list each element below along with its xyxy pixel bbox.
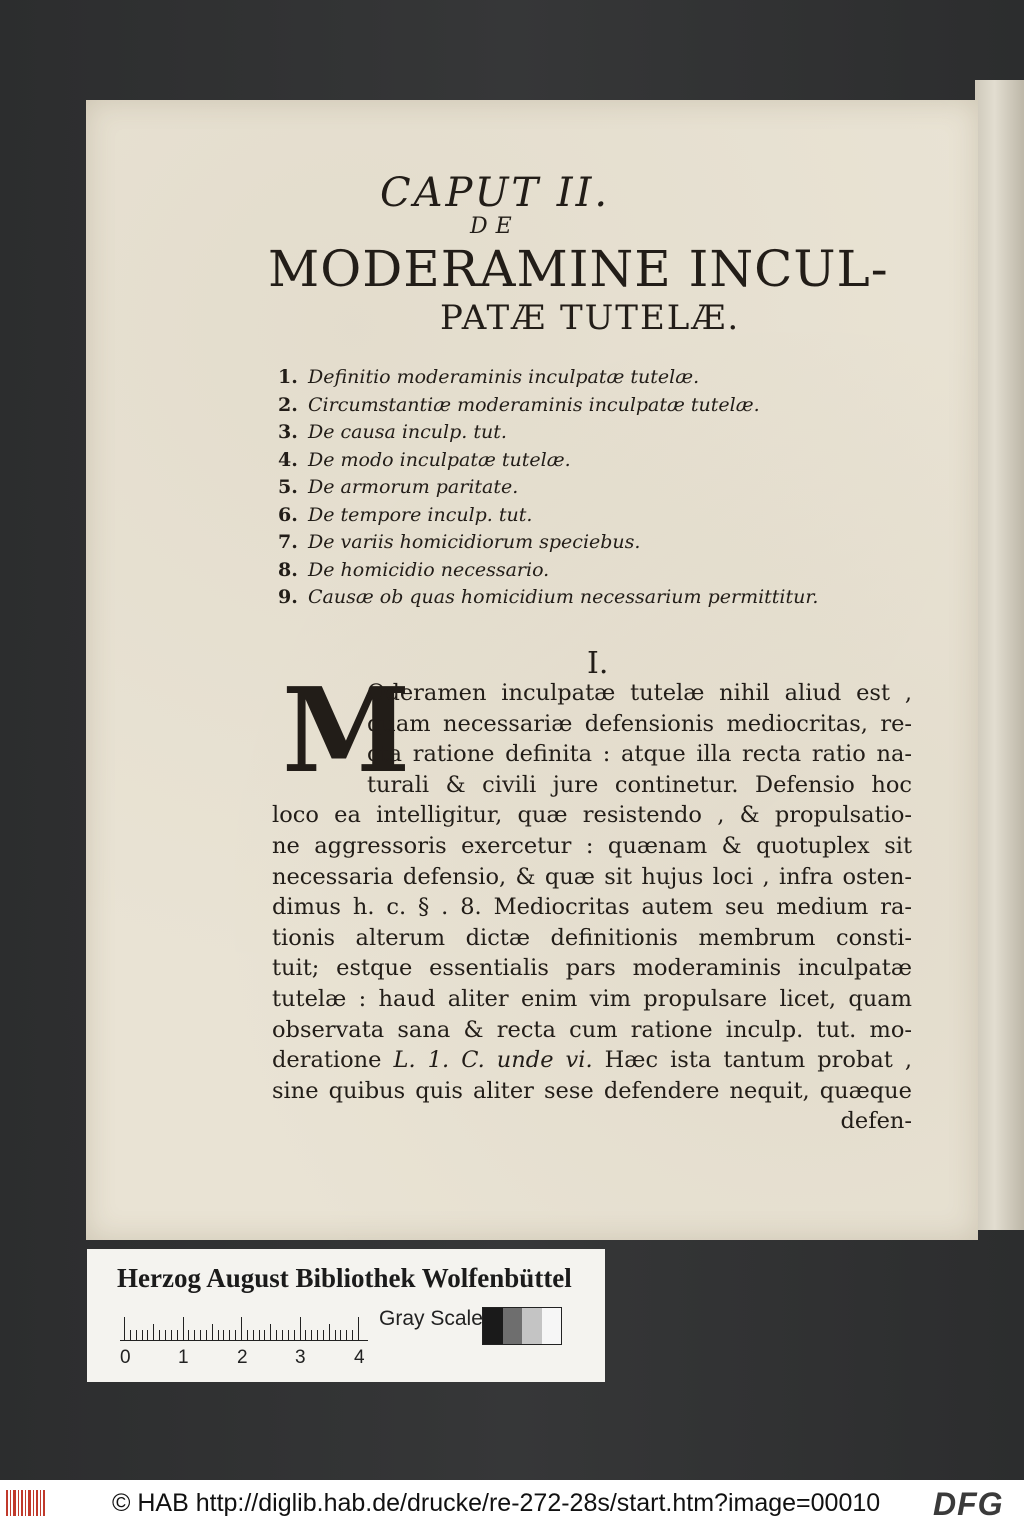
table-of-contents	[278, 364, 898, 612]
legal-citation: L. 1. C. unde vi.	[393, 1047, 593, 1074]
ruler-tick	[282, 1330, 283, 1341]
body-line: loco ea intelligitur, quæ resistendo , & propulsatio-	[272, 802, 912, 829]
toc-item-text: De armorum paritate.	[308, 476, 519, 498]
ruler-tick	[124, 1317, 125, 1341]
ruler-tick	[358, 1317, 359, 1341]
ruler-tick	[247, 1330, 248, 1341]
toc-item-text: De tempore inculp. tut.	[308, 503, 533, 526]
toc-item	[278, 392, 898, 420]
drop-cap: M	[282, 663, 411, 799]
ruler-tick	[153, 1324, 154, 1341]
ruler-tick	[177, 1330, 178, 1341]
ruler-tick	[188, 1330, 189, 1341]
ruler-tick	[352, 1330, 353, 1341]
ruler-tick	[130, 1330, 131, 1341]
toc-item	[278, 584, 898, 612]
barcode-icon	[6, 1490, 46, 1516]
toc-item	[278, 447, 898, 475]
toc-item-text: Definitio moderaminis inculpatæ tutelæ.	[308, 366, 700, 388]
body-line: turali & civili jure continetur. Defensio hoc	[367, 771, 912, 798]
chapter-caput: CAPUT II.	[380, 170, 611, 216]
copyright-link[interactable]: © HAB http://diglib.hab.de/drucke/re-272-28s/start.htm?image=00010	[112, 1489, 881, 1517]
ruler-tick	[235, 1330, 236, 1341]
ruler-label: 4	[354, 1347, 365, 1368]
gray-scale-swatches	[482, 1307, 562, 1345]
ruler-tick	[223, 1330, 224, 1341]
ruler-tick	[194, 1330, 195, 1341]
footer-bar	[0, 1480, 1024, 1526]
toc-item-text: De variis homicidiorum speciebus.	[308, 531, 641, 553]
body-line: observata sana & recta cum ratione inculp. tut. mo-	[272, 1016, 912, 1043]
swatch-white	[542, 1308, 562, 1344]
ruler-tick	[171, 1330, 172, 1341]
body-line: necessaria defensio, & quæ sit hujus loci , infra osten-	[272, 863, 912, 890]
swatch-light-gray	[522, 1308, 542, 1344]
toc-item-number: 9.	[278, 586, 298, 608]
body-line: sine quibus quis aliter sese defendere nequit, quæque	[272, 1077, 912, 1104]
ruler-tick	[340, 1330, 341, 1341]
chapter-title-line2: PATÆ TUTELÆ.	[440, 298, 741, 338]
ruler-tick	[147, 1330, 148, 1341]
toc-item-text: De homicidio necessario.	[308, 558, 550, 581]
toc-item	[278, 419, 898, 447]
swatch-black	[483, 1308, 503, 1344]
toc-item-text: Circumstantiæ moderaminis inculpatæ tutelæ.	[308, 393, 760, 416]
toc-item	[278, 529, 898, 557]
body-line	[272, 1045, 912, 1076]
ruler-tick	[294, 1330, 295, 1341]
ruler-tick	[346, 1330, 347, 1341]
gray-scale-label: Gray Scale	[379, 1307, 483, 1330]
ruler-tick	[305, 1330, 306, 1341]
body-line: dimus h. c. § . 8. Mediocritas autem seu medium ra-	[272, 894, 912, 921]
ruler-tick	[165, 1330, 166, 1341]
swatch-dark-gray	[503, 1308, 523, 1344]
ruler-tick	[241, 1317, 242, 1341]
toc-item	[278, 557, 898, 585]
ruler-tick	[288, 1330, 289, 1341]
ruler-label: 1	[178, 1347, 189, 1368]
ruler-tick	[218, 1330, 219, 1341]
toc-item-number: 3.	[278, 421, 298, 443]
toc-item-number: 2.	[278, 393, 298, 416]
ruler-tick	[329, 1324, 330, 1341]
toc-item-number: 1.	[278, 366, 298, 388]
body-line: ne aggressoris exercetur : quænam & quotuplex sit	[272, 832, 912, 859]
ruler-tick	[200, 1330, 201, 1341]
ruler-tick	[159, 1330, 160, 1341]
toc-item-text: De modo inculpatæ tutelæ.	[308, 448, 571, 471]
toc-item-number: 5.	[278, 476, 298, 498]
ruler-tick	[229, 1330, 230, 1341]
catchword: defen-	[840, 1108, 912, 1135]
toc-item	[278, 364, 898, 392]
ruler-label: 0	[120, 1347, 131, 1368]
body-line: cta ratione definita : atque illa recta ratio na-	[367, 741, 912, 768]
ruler-tick	[142, 1330, 143, 1341]
toc-item-number: 6.	[278, 503, 298, 526]
chapter-title-line1: MODERAMINE INCUL-	[268, 240, 889, 298]
toc-item	[278, 474, 898, 502]
ruler-tick	[253, 1330, 254, 1341]
ruler-tick	[136, 1330, 137, 1341]
toc-item-number: 4.	[278, 448, 298, 471]
ruler-baseline	[120, 1340, 368, 1341]
toc-item-number: 8.	[278, 558, 298, 581]
library-name: Herzog August Bibliothek Wolfenbüttel	[117, 1263, 572, 1293]
body-line: tutelæ : haud aliter enim vim propulsare licet, quam	[272, 985, 912, 1012]
body-line: tuit; estque essentialis pars moderaminis inculpatæ	[272, 955, 912, 982]
body-line: tionis alterum dictæ definitionis membrum consti-	[272, 924, 912, 951]
ruler-tick	[311, 1330, 312, 1341]
ruler-tick	[300, 1317, 301, 1341]
toc-item-text: De causa inculp. tut.	[308, 421, 507, 443]
ruler-tick	[335, 1330, 336, 1341]
library-color-card	[87, 1249, 605, 1382]
ruler-tick	[270, 1324, 271, 1341]
toc-item-text: Causæ ob quas homicidium necessarium permittitur.	[308, 586, 819, 608]
body-line-text: deratione	[272, 1047, 394, 1074]
ruler-tick	[317, 1330, 318, 1341]
body-paragraph	[272, 663, 912, 1137]
ruler-tick	[259, 1330, 260, 1341]
dfg-logo: DFG	[933, 1486, 1004, 1522]
toc-item	[278, 502, 898, 530]
ruler-tick	[276, 1330, 277, 1341]
body-line: Oderamen inculpatæ tutelæ nihil aliud est ,	[367, 680, 912, 706]
adjacent-page-edge	[975, 80, 1024, 1230]
ruler-tick	[212, 1324, 213, 1341]
section-number: I.	[587, 646, 609, 681]
scale-ruler	[120, 1309, 380, 1369]
ruler-tick	[183, 1317, 184, 1341]
ruler-label: 2	[237, 1347, 248, 1368]
ruler-label: 3	[295, 1347, 306, 1368]
ruler-tick	[323, 1330, 324, 1341]
body-line: quam necessariæ defensionis mediocritas, re-	[367, 710, 912, 737]
toc-item-number: 7.	[278, 531, 298, 553]
body-line-text: Hæc ista tantum probat ,	[592, 1047, 912, 1074]
chapter-de: DE	[470, 214, 520, 239]
ruler-tick	[206, 1330, 207, 1341]
ruler-tick	[264, 1330, 265, 1341]
